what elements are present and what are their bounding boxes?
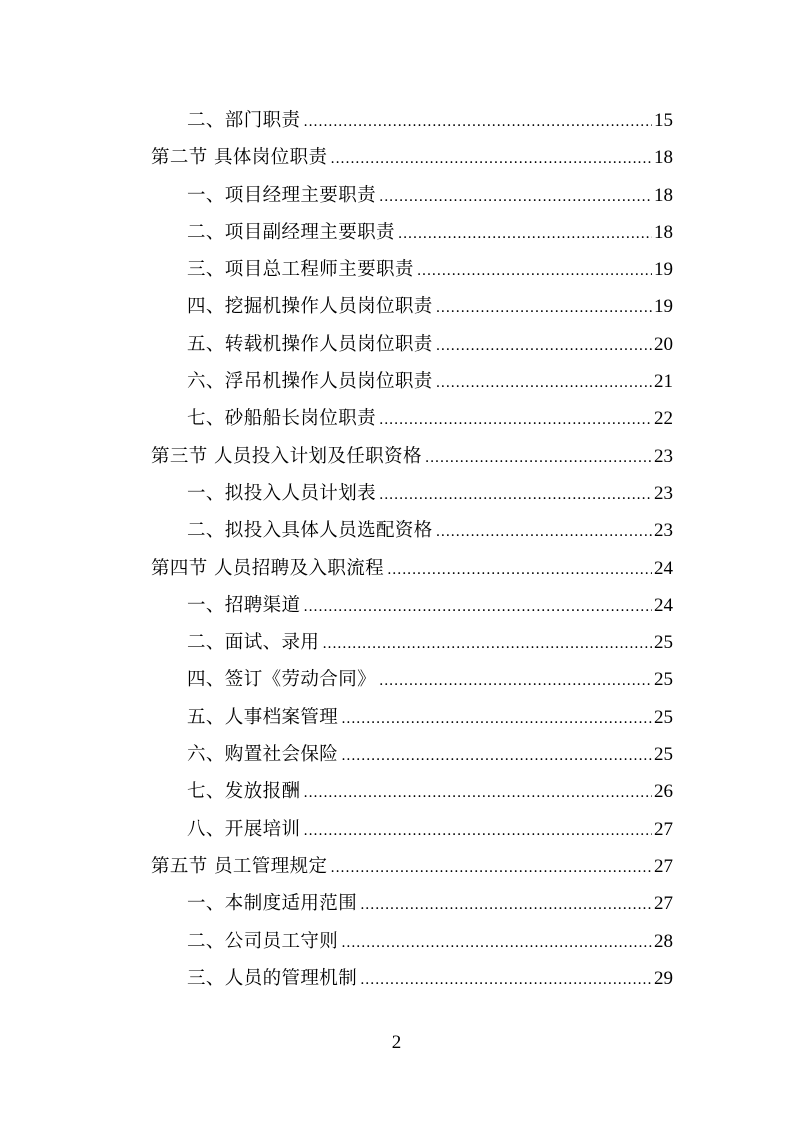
toc-entry[interactable] (151, 773, 673, 810)
toc-entry[interactable] (151, 177, 673, 214)
dot-leader (425, 440, 652, 477)
page-number: 2 (391, 1032, 402, 1053)
toc-entry-page-number: 23 (654, 445, 673, 467)
dot-leader (322, 626, 652, 663)
dot-leader (379, 477, 652, 514)
toc-entry[interactable] (151, 550, 673, 587)
toc-entry[interactable] (151, 326, 673, 363)
dot-leader (387, 552, 652, 589)
toc-entry-page-number: 18 (654, 221, 673, 243)
toc-entry-page-number: 18 (654, 147, 673, 169)
toc-entry-label: 二、项目副经理主要职责 (187, 221, 395, 243)
toc-entry-page-number: 27 (654, 818, 673, 840)
toc-entry[interactable] (151, 960, 673, 997)
toc-entry[interactable] (151, 512, 673, 549)
dot-leader (303, 775, 652, 812)
dot-leader (436, 365, 652, 402)
toc-entry-label: 第二节 具体岗位职责 (151, 147, 328, 169)
toc-entry[interactable] (151, 102, 673, 139)
toc-entry-page-number: 24 (654, 594, 673, 616)
toc-entry-page-number: 28 (654, 930, 673, 952)
toc-entry-page-number: 20 (654, 333, 673, 355)
toc-entry-label: 四、挖掘机操作人员岗位职责 (187, 296, 433, 318)
toc-entry-label: 一、项目经理主要职责 (187, 184, 377, 206)
toc-entry-page-number: 27 (654, 893, 673, 915)
dot-leader (303, 813, 652, 850)
toc-entry[interactable] (151, 811, 673, 848)
toc-entry-page-number: 26 (654, 781, 673, 803)
toc-entry-page-number: 18 (654, 184, 673, 206)
toc-entry-page-number: 25 (654, 744, 673, 766)
toc-entry-label: 第五节 员工管理规定 (151, 855, 328, 877)
toc-entry-label: 三、人员的管理机制 (187, 967, 358, 989)
toc-entry-label: 六、浮吊机操作人员岗位职责 (187, 371, 433, 393)
toc-entry[interactable] (151, 661, 673, 698)
dot-leader (303, 104, 652, 141)
toc-entry-page-number: 25 (654, 669, 673, 691)
dot-leader (379, 402, 652, 439)
toc-entry-label: 一、拟投入人员计划表 (187, 482, 377, 504)
toc-entry[interactable] (151, 214, 673, 251)
toc-entry-page-number: 15 (654, 110, 673, 131)
dot-leader (341, 925, 652, 962)
toc-entry-label: 五、转载机操作人员岗位职责 (187, 333, 433, 355)
dot-leader (360, 887, 652, 924)
toc-entry[interactable] (151, 139, 673, 176)
dot-leader (303, 589, 652, 626)
toc-entry[interactable] (151, 438, 673, 475)
dot-leader (379, 179, 652, 216)
toc-entry[interactable] (151, 848, 673, 885)
toc-entry-page-number: 29 (654, 967, 673, 989)
toc-entry[interactable] (151, 288, 673, 325)
toc-entry-page-number: 25 (654, 706, 673, 728)
toc-entry-label: 二、面试、录用 (187, 632, 320, 654)
dot-leader (436, 290, 652, 327)
toc-entry[interactable] (151, 587, 673, 624)
toc-entry[interactable] (151, 363, 673, 400)
toc-entry-label: 一、招聘渠道 (187, 594, 301, 616)
toc-entry-label: 六、购置社会保险 (187, 744, 339, 766)
toc-entry-page-number: 24 (654, 557, 673, 579)
toc-entry-label: 第四节 人员招聘及入职流程 (151, 557, 385, 579)
toc-entry[interactable] (151, 400, 673, 437)
toc-entry[interactable] (151, 251, 673, 288)
toc-entry-page-number: 19 (654, 296, 673, 318)
toc-entry-label: 八、开展培训 (187, 818, 301, 840)
table-of-contents (151, 102, 673, 997)
toc-entry-label: 四、签订《劳动合同》 (187, 669, 377, 691)
toc-entry[interactable] (151, 624, 673, 661)
toc-entry[interactable] (151, 699, 673, 736)
toc-entry-label: 七、发放报酬 (187, 781, 301, 803)
dot-leader (330, 850, 652, 887)
dot-leader (417, 253, 652, 290)
toc-entry-label: 一、本制度适用范围 (187, 893, 358, 915)
dot-leader (330, 141, 652, 178)
toc-entry-page-number: 23 (654, 520, 673, 542)
toc-entry-label: 七、砂船船长岗位职责 (187, 408, 377, 430)
toc-entry[interactable] (151, 885, 673, 922)
toc-entry-page-number: 27 (654, 855, 673, 877)
toc-entry-page-number: 22 (654, 408, 673, 430)
toc-entry-label: 三、项目总工程师主要职责 (187, 259, 414, 281)
dot-leader (398, 216, 652, 253)
toc-entry-label: 二、公司员工守则 (187, 930, 339, 952)
dot-leader (341, 738, 652, 775)
toc-entry-label: 第三节 人员投入计划及任职资格 (151, 445, 422, 467)
dot-leader (360, 962, 652, 999)
toc-entry-label: 五、人事档案管理 (187, 706, 339, 728)
toc-entry-label: 二、部门职责 (187, 110, 301, 131)
dot-leader (436, 514, 652, 551)
toc-entry-label: 二、拟投入具体人员选配资格 (187, 520, 433, 542)
toc-entry-page-number: 21 (654, 371, 673, 393)
dot-leader (341, 701, 652, 738)
toc-entry-page-number: 23 (654, 482, 673, 504)
toc-entry[interactable] (151, 475, 673, 512)
toc-entry-page-number: 25 (654, 632, 673, 654)
toc-entry[interactable] (151, 923, 673, 960)
dot-leader (379, 663, 652, 700)
dot-leader (436, 328, 652, 365)
toc-entry-page-number: 19 (654, 259, 673, 281)
toc-entry[interactable] (151, 736, 673, 773)
